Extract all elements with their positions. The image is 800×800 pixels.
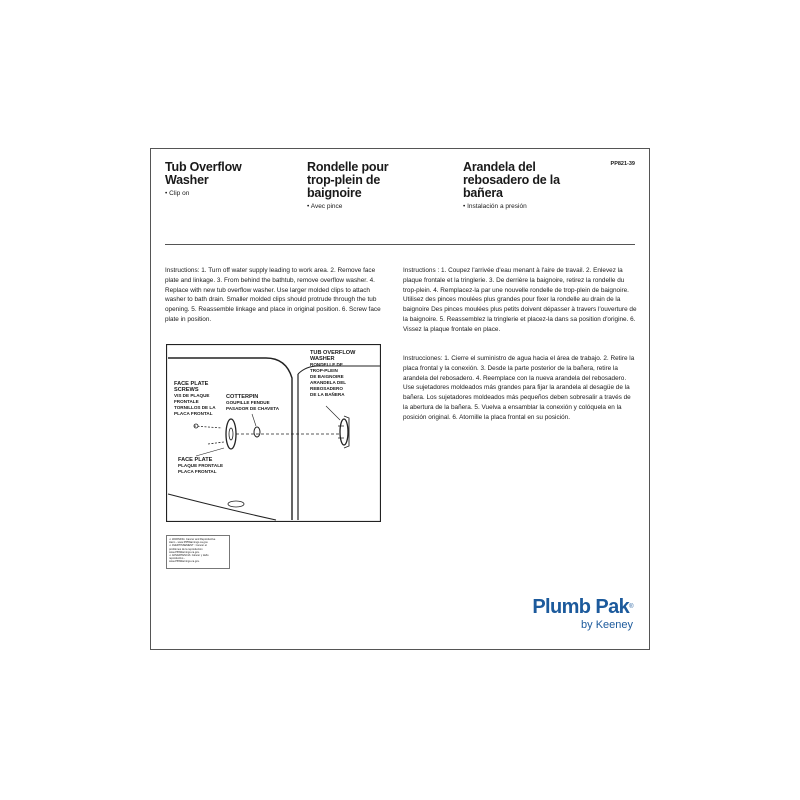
- brand-logo: [532, 597, 633, 632]
- subtitle-english: • Clip on: [165, 190, 190, 197]
- label-line: ARANDELA DEL: [310, 380, 347, 385]
- prop65-warning: [166, 535, 230, 569]
- title-french: [307, 161, 427, 210]
- label-face-plate-screws: [174, 381, 216, 417]
- label-line: VIS DE PLAQUE: [174, 393, 210, 398]
- label-line: REBOSADERO: [310, 386, 343, 391]
- registered-mark: ®: [629, 604, 633, 610]
- divider: [165, 244, 635, 245]
- label-line: FACE PLATE: [178, 457, 213, 463]
- instructions-spanish: Instrucciones: 1. Cierre el suministro de agua hacia el área de trabajo. 2. Retire la placa frontal y la conexión. 3. Desde la parte posterior de la bañera, retire la arandela del rebosadero. 4. Reemplace con la nueva arandela del rebosadero. Use sujetadores moldeados más grandes para fijar la arandela al desagüe de la bañera. Los sujetadores moldeados más pequeños deben sobresalir a través de la abertura de la bañera. 5. Vuelva a ensamblar la conexión y colóquela en la posición original. 6. Atornille la placa frontal en su posición.: [403, 355, 635, 421]
- label-line: SCREWS: [174, 387, 199, 393]
- warning-line: Harm - www.P65Warnings.ca.gov.: [169, 541, 209, 545]
- warning-line: ⚠ AVERTISSEMENT : Cancer et: [169, 544, 207, 548]
- label-line: PASADOR DE CHAVETA: [226, 406, 280, 411]
- label-line: GOUPILLE FENDUE: [226, 400, 270, 405]
- heading-spanish: Arandela del rebosadero de la bañera: [463, 160, 560, 200]
- brand-name: Plumb Pak: [532, 596, 630, 618]
- brand-name-row: [532, 597, 633, 617]
- label-line: PLAQUE FRONTALE: [178, 463, 224, 468]
- package-card: [150, 148, 650, 650]
- label-line: FRONTALE: [174, 399, 199, 404]
- heading-french: Rondelle pour trop-plein de baignoire: [307, 160, 389, 200]
- label-line: DE LA BAÑERA: [310, 392, 345, 397]
- label-line: PLACA FRONTAL: [174, 411, 213, 416]
- warning-line: problèmes de la reproduction: [169, 547, 203, 551]
- label-face-plate: [178, 457, 223, 475]
- instructions-french: Instructions : 1. Coupez l'arrivée d'eau menant à l'aire de travail. 2. Enlevez la plaque frontale et la tringlerie. 3. De derrière la baignoire, retirez la rondelle du trop-plein. 4. Remplacez-la par une nouvelle rondelle de trop-plein de baignoire. Utilisez des pinces moulées plus grandes pour fixer la rondelle au drain de la baignoire Des pinces moulées plus petits doivent dépasser à travers l'ouverture de la baignoire. 5. Reassemblez la tringlerie et placez-la dans sa position d'origine. 6. Vissez la plaque frontale en place.: [403, 267, 637, 333]
- warning-line: reproductivo -: [169, 557, 185, 561]
- brand-byline: by Keeney: [581, 619, 633, 631]
- label-cotterpin: [226, 394, 279, 412]
- label-line: TORNILLOS DE LA: [174, 405, 216, 410]
- label-line: FACE PLATE: [174, 381, 209, 387]
- warning-line: www.P65Warnings.ca.gov.: [169, 550, 200, 554]
- instructions-english: Instructions: 1. Turn off water supply leading to work area. 2. Remove face plate and linkage. 3. From behind the bathtub, remove overflow washer. 4. Replace with new tub overflow washer. Use larger molded clips to attach washer to bath drain. Smaller molded clips should protrude through the tub opening. 5. Reassemble linkage and place in original position. 6. Screw face plate in position.: [165, 267, 381, 323]
- label-line: WASHER: [310, 356, 335, 362]
- installation-diagram: [166, 344, 381, 522]
- label-line: PLACA FRONTAL: [178, 469, 217, 474]
- heading-english: Tub Overflow Washer: [165, 160, 242, 187]
- title-spanish: [463, 161, 583, 210]
- subtitle-spanish: • Instalación a presión: [463, 203, 527, 210]
- label-line: TROP-PLEIN: [310, 368, 338, 373]
- subtitle-french: • Avec pince: [307, 203, 343, 210]
- label-line: RONDELLE DE: [310, 362, 343, 367]
- label-line: TUB OVERFLOW: [310, 350, 356, 356]
- warning-line: www.P65Warnings.ca.gov.: [169, 560, 200, 564]
- warning-line: ⚠ ADVERTENCIA: Cáncer y daño: [169, 554, 209, 558]
- title-english: [165, 161, 285, 197]
- label-tub-overflow-washer: [310, 350, 355, 398]
- label-line: COTTERPIN: [226, 394, 259, 400]
- label-line: DE BAIGNOIRE: [310, 374, 344, 379]
- part-number: PP821-39: [610, 161, 635, 167]
- warning-line: ⚠ WARNING: Cancer and Reproductive: [169, 538, 216, 541]
